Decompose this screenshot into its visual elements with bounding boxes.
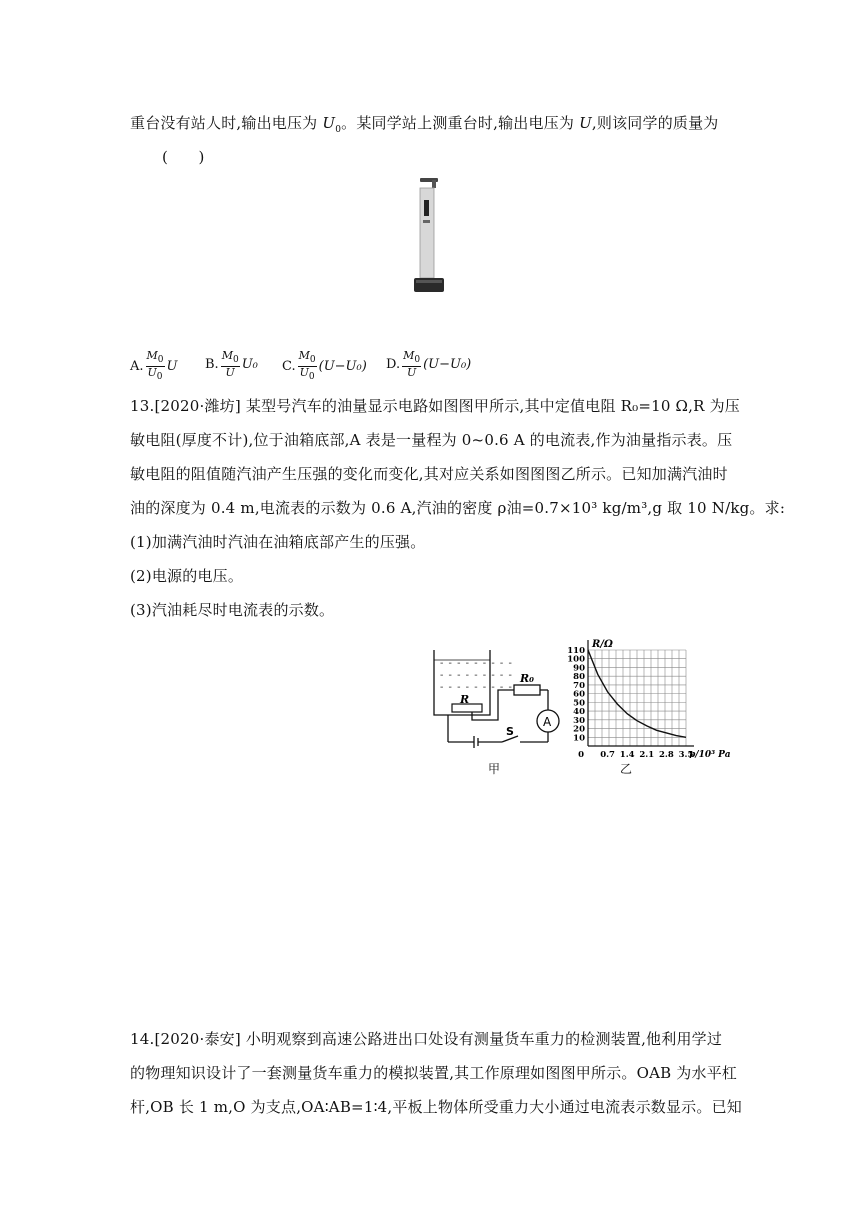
y-axis-label: R/Ω xyxy=(592,639,613,650)
y-tick-label: 30 xyxy=(573,715,585,726)
x-tick-label: 3.5 xyxy=(678,750,694,758)
q14-line1: 14.[2020·泰安] 小明观察到高速公路进出口处设有测量货车重力的检测装置,他利用学过 xyxy=(130,1030,723,1048)
q13-line1: 13.[2020·潍坊] 某型号汽车的油量显示电路如图图甲所示,其中定值电阻 R₀=10 Ω,R 为压 xyxy=(130,397,741,415)
y-tick-label: 110 xyxy=(567,646,585,656)
y-tick-label: 100 xyxy=(567,654,585,665)
x-axis-label: p/10³ Pa xyxy=(689,750,731,758)
x-tick-label: 0.7 xyxy=(600,750,615,758)
x-tick-label: 2.1 xyxy=(639,750,655,758)
option-c[interactable]: C. $\frac{M_0}{U_0}$ (U−U₀) xyxy=(282,349,367,383)
q13-line2: 敏电阻(厚度不计),位于油箱底部,A 表是一量程为 0~0.6 A 的电流表,作为油量指示表。压 xyxy=(130,431,733,449)
label-switch: S xyxy=(506,725,514,738)
y-tick-label: 70 xyxy=(573,680,585,691)
q12-line1: 重台没有站人时,输出电压为 $U_0$。某同学站上测重台时,输出电压为 U,则该同学的质量为 xyxy=(130,114,719,135)
label-r0: R₀ xyxy=(520,672,534,685)
y-tick-label: 20 xyxy=(573,724,585,735)
y-tick-label: 80 xyxy=(573,672,585,683)
y-tick-label: 60 xyxy=(573,689,585,700)
x-tick-label: 1.4 xyxy=(619,750,635,758)
y-tick-label: 40 xyxy=(573,707,585,718)
svg-text:- - - - - - - - -: - - - - - - - - - xyxy=(440,682,513,693)
y-tick-label: 10 xyxy=(573,733,585,744)
q13-sub1: (1)加满汽油时汽油在油箱底部产生的压强。 xyxy=(130,533,426,551)
circuit-diagram xyxy=(430,640,560,750)
q13-line3: 敏电阻的阻值随汽油产生压强的变化而变化,其对应关系如图图图乙所示。已知加满汽油时 xyxy=(130,465,728,483)
y-tick-label: 50 xyxy=(573,698,585,709)
svg-text:- - - - - - - - -: - - - - - - - - - xyxy=(440,670,513,681)
q14-line2: 的物理知识设计了一套测量货车重力的模拟装置,其工作原理如图图甲所示。OAB 为水平杠 xyxy=(130,1064,738,1082)
answer-paren: ( ) xyxy=(162,148,205,166)
x-tick-label: 0 xyxy=(578,750,584,758)
option-b[interactable]: B. $\frac{M_0}{U}$ U₀ xyxy=(205,349,258,380)
resistance-pressure-chart xyxy=(560,628,740,758)
height-scale-image xyxy=(408,178,450,296)
option-d[interactable]: D. $\frac{M_0}{U}$ (U−U₀) xyxy=(386,349,472,380)
label-r: R xyxy=(460,693,470,706)
q13-line4: 油的深度为 0.4 m,电流表的示数为 0.6 A,汽油的密度 ρ油=0.7×10³ kg/m³,g 取 10 N/kg。求: xyxy=(130,499,786,517)
q13-sub3: (3)汽油耗尽时电流表的示数。 xyxy=(130,601,335,619)
y-tick-label: 90 xyxy=(573,663,585,674)
figure-label-jia: 甲 xyxy=(488,762,501,776)
option-a[interactable]: A. $\frac{M_0}{U_0}$ U xyxy=(130,349,178,383)
q13-sub2: (2)电源的电压。 xyxy=(130,567,244,585)
x-tick-label: 2.8 xyxy=(659,750,674,758)
figure-label-yi: 乙 xyxy=(620,762,633,776)
svg-text:- - - - - - - - -: - - - - - - - - - xyxy=(440,658,513,669)
q14-line3: 杆,OB 长 1 m,O 为支点,OA∶AB=1∶4,平板上物体所受重力大小通过电流表示数显示。已知 xyxy=(130,1098,742,1116)
ammeter-label: A xyxy=(543,715,552,729)
